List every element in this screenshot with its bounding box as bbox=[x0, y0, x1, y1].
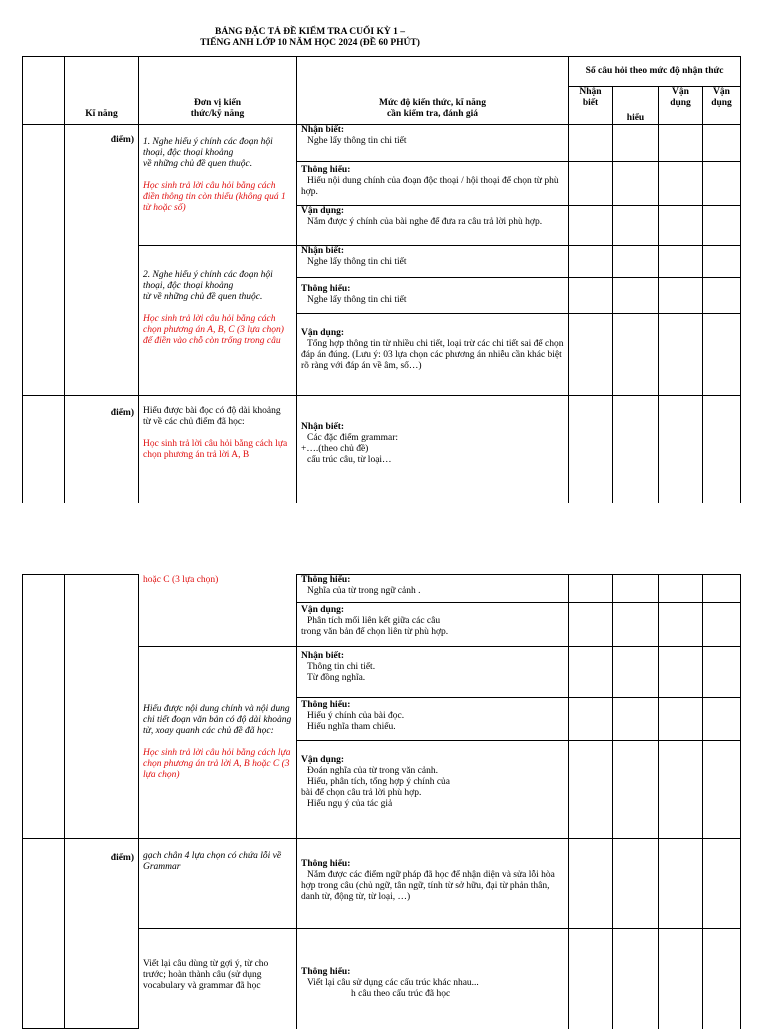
level-text: Nghe lấy thông tin chi tiết bbox=[307, 136, 407, 146]
count-cell bbox=[569, 603, 613, 647]
count-cell bbox=[569, 314, 613, 396]
spec-table-page-2 bbox=[22, 574, 741, 839]
count-cell bbox=[613, 839, 659, 929]
header-van-dung-cao bbox=[703, 87, 741, 125]
header-don-vi-line2: thức/kỹ năng bbox=[190, 109, 245, 119]
level-text-1: Phân tích mối liên kết giữa các câu bbox=[307, 616, 441, 626]
document-title-line-2: TIẾNG ANH LỚP 10 NĂM HỌC 2024 (ĐỀ 60 PHÚT) bbox=[200, 38, 420, 48]
header-van-dung-line1: Vận bbox=[672, 87, 689, 97]
header-nhan-biet-line1: Nhận bbox=[579, 87, 602, 97]
table-row bbox=[23, 575, 741, 603]
level-text-3: bài để chọn câu trả lời phù hợp. bbox=[301, 788, 422, 798]
count-cell bbox=[659, 314, 703, 396]
listening-unit-1-instruction: Học sinh trả lời câu hỏi bằng cách điền thông tin còn thiếu (không quá 1 từ hoặc số) bbox=[143, 181, 286, 213]
table-row bbox=[23, 839, 741, 929]
header-van-dung-line2: dụng bbox=[670, 98, 691, 108]
listening-u2-van-dung bbox=[297, 314, 569, 396]
listening-unit-1 bbox=[139, 125, 297, 246]
level-text: Nắm được ý chính của bài nghe để đưa ra câu trả lời phù hợp. bbox=[307, 217, 543, 227]
count-cell bbox=[569, 206, 613, 246]
header-nhan-biet bbox=[569, 87, 613, 125]
listening-unit-2-text-2: từ về những chủ đề quen thuộc. bbox=[143, 292, 263, 302]
count-cell bbox=[569, 741, 613, 839]
count-cell bbox=[569, 396, 613, 503]
index-cell bbox=[23, 396, 65, 503]
count-cell bbox=[613, 396, 659, 503]
writing-unit-1: gạch chân 4 lựa chọn có chứa lỗi về Grammar bbox=[139, 839, 297, 929]
count-cell bbox=[659, 929, 703, 1029]
count-cell bbox=[703, 839, 741, 929]
count-cell bbox=[659, 839, 703, 929]
count-cell bbox=[703, 278, 741, 314]
reading-u1-van-dung bbox=[297, 603, 569, 647]
writing-unit-2: Viết lại câu dùng từ gợi ý, từ cho trước; hoàn thành câu (sử dụng vocabulary và grammar đã học bbox=[139, 929, 297, 1029]
level-text-2: Từ đồng nghĩa. bbox=[307, 673, 366, 683]
level-text-2: +….(theo chủ đề) bbox=[301, 444, 369, 454]
count-cell bbox=[703, 698, 741, 741]
level-label: Nhận biết: bbox=[301, 422, 345, 432]
header-blank-cell bbox=[23, 57, 65, 125]
level-text-2: h câu theo cấu trúc đã học bbox=[351, 989, 451, 999]
count-cell bbox=[613, 929, 659, 1029]
count-cell bbox=[613, 314, 659, 396]
count-cell bbox=[703, 246, 741, 278]
level-text-1: Đoán nghĩa của từ trong văn cảnh. bbox=[307, 766, 438, 776]
reading-unit-2-text: Hiểu được nội dung chính và nội dung chi tiết đoạn văn bản có độ dài khoảng từ, xoay quanh các chủ đề đã học: bbox=[143, 704, 292, 736]
count-cell bbox=[569, 125, 613, 162]
level-text: Tổng hợp thông tin từ nhiều chi tiết, loại trừ các chi tiết sai để chọn đáp án đúng. (Lưu ý: 03 lựa chọn các phương án nhiễu cần khác biệt rõ ràng với đáp án về âm, số…) bbox=[301, 339, 564, 371]
header-thong-hieu: hiểu bbox=[613, 87, 659, 125]
skill-listening: điểm) bbox=[65, 125, 139, 396]
level-label: Thông hiểu: bbox=[301, 575, 351, 585]
level-text-2: Hiểu nghĩa tham chiếu. bbox=[307, 722, 396, 732]
header-so-cau: Số câu hỏi theo mức độ nhận thức bbox=[569, 57, 741, 87]
count-cell bbox=[613, 162, 659, 206]
writing-u1-thong-hieu bbox=[297, 839, 569, 929]
reading-unit-1 bbox=[139, 396, 297, 503]
level-text-3: cấu trúc câu, từ loại… bbox=[307, 455, 392, 465]
reading-unit-1-instruction: Học sinh trả lời câu hỏi bằng cách lựa chọn phương án trả lời A, B bbox=[143, 439, 288, 460]
index-cell bbox=[23, 575, 65, 839]
level-text: Nghe lấy thông tin chi tiết bbox=[307, 257, 407, 267]
reading-unit-1-text-2: từ về các chủ điểm đã học: bbox=[143, 417, 245, 427]
count-cell bbox=[659, 396, 703, 503]
count-cell bbox=[613, 698, 659, 741]
reading-u2-van-dung bbox=[297, 741, 569, 839]
listening-unit-2-instruction: Học sinh trả lời câu hỏi bằng cách chọn phương án A, B, C (3 lựa chọn) để điền vào chỗ còn trống trong câu bbox=[143, 314, 284, 346]
count-cell bbox=[569, 698, 613, 741]
reading-unit-2 bbox=[139, 647, 297, 839]
count-cell bbox=[659, 125, 703, 162]
count-cell bbox=[613, 278, 659, 314]
count-cell bbox=[703, 162, 741, 206]
header-row-1 bbox=[23, 57, 741, 87]
header-don-vi bbox=[139, 57, 297, 125]
reading-unit-2-instruction: Học sinh trả lời câu hỏi bằng cách lựa chọn phương án trả lời A, B hoặc C (3 lựa chọn) bbox=[143, 748, 291, 780]
level-text-2: Hiểu, phân tích, tổng hợp ý chính của bbox=[307, 777, 451, 787]
count-cell bbox=[659, 246, 703, 278]
count-cell bbox=[703, 125, 741, 162]
header-muc-do-line1: Mức độ kiến thức, kĩ năng bbox=[379, 98, 486, 108]
count-cell bbox=[569, 929, 613, 1029]
header-ki-nang: Kĩ năng bbox=[65, 57, 139, 125]
level-text: Nắm được các điểm ngữ pháp đã học để nhận diện và sửa lỗi hòa hợp trong câu (chủ ngữ, tân ngữ, tính từ sở hữu, đại từ phản thân, danh từ, động từ, từ loại, …) bbox=[301, 870, 555, 902]
count-cell bbox=[613, 125, 659, 162]
count-cell bbox=[703, 603, 741, 647]
count-cell bbox=[613, 575, 659, 603]
count-cell bbox=[659, 206, 703, 246]
count-cell bbox=[613, 603, 659, 647]
level-label: Vận dụng: bbox=[301, 755, 345, 765]
header-muc-do bbox=[297, 57, 569, 125]
header-van-dung bbox=[659, 87, 703, 125]
count-cell bbox=[703, 396, 741, 503]
level-text: Hiểu nội dung chính của đoạn độc thoại / hội thoại để chọn từ phù hợp. bbox=[301, 176, 559, 197]
index-cell bbox=[23, 839, 65, 1029]
listening-u2-nhan-biet bbox=[297, 246, 569, 278]
count-cell bbox=[659, 741, 703, 839]
reading-unit-1-cont: hoặc C (3 lựa chọn) bbox=[139, 575, 297, 647]
count-cell bbox=[613, 246, 659, 278]
count-cell bbox=[659, 162, 703, 206]
count-cell bbox=[703, 929, 741, 1029]
count-cell bbox=[703, 741, 741, 839]
listening-unit-1-text: 1. Nghe hiểu ý chính các đoạn hội thoại, độc thoại khoảng bbox=[143, 137, 273, 158]
writing-u2-thong-hieu bbox=[297, 929, 569, 1029]
count-cell bbox=[703, 206, 741, 246]
count-cell bbox=[569, 278, 613, 314]
listening-u2-thong-hieu bbox=[297, 278, 569, 314]
spec-table-page-1 bbox=[22, 56, 741, 503]
level-text-1: Thông tin chi tiết. bbox=[307, 662, 376, 672]
level-label: Nhận biết: bbox=[301, 125, 345, 135]
level-text-1: Viết lại câu sử dụng các cấu trúc khác nhau... bbox=[307, 978, 479, 988]
reading-u1-nhan-biet bbox=[297, 396, 569, 503]
skill-reading: điểm) bbox=[65, 396, 139, 503]
header-vd-cao-line1: Vận bbox=[713, 87, 730, 97]
count-cell bbox=[569, 162, 613, 206]
level-label: Thông hiểu: bbox=[301, 859, 351, 869]
header-don-vi-line1: Đơn vị kiến bbox=[194, 98, 241, 108]
count-cell bbox=[659, 647, 703, 698]
listening-unit-1-text-2: về những chủ đề quen thuộc. bbox=[143, 159, 253, 169]
reading-u1-thong-hieu bbox=[297, 575, 569, 603]
index-cell bbox=[23, 125, 65, 396]
listening-u1-van-dung bbox=[297, 206, 569, 246]
skill-writing: điểm) bbox=[65, 839, 139, 1029]
table-row bbox=[23, 125, 741, 162]
count-cell bbox=[569, 647, 613, 698]
level-label: Vận dụng: bbox=[301, 328, 345, 338]
level-label: Thông hiểu: bbox=[301, 165, 351, 175]
document-title-line-1: BẢNG ĐẶC TẢ ĐỀ KIỂM TRA CUỐI KỲ 1 – bbox=[215, 27, 405, 37]
level-text-4: Hiểu ngụ ý của tác giả bbox=[307, 799, 393, 809]
level-text-2: trong văn bản để chọn liên từ phù hợp. bbox=[301, 627, 449, 637]
level-text-1: Các đặc điểm grammar: bbox=[307, 433, 399, 443]
table-row bbox=[23, 396, 741, 503]
header-nhan-biet-line2: biết bbox=[582, 98, 599, 108]
count-cell bbox=[613, 206, 659, 246]
count-cell bbox=[703, 575, 741, 603]
count-cell bbox=[703, 647, 741, 698]
level-label: Vận dụng: bbox=[301, 206, 345, 216]
reading-u2-thong-hieu bbox=[297, 698, 569, 741]
count-cell bbox=[569, 246, 613, 278]
level-label: Thông hiểu: bbox=[301, 700, 351, 710]
reading-u2-nhan-biet bbox=[297, 647, 569, 698]
count-cell bbox=[613, 647, 659, 698]
level-label: Nhận biết: bbox=[301, 246, 345, 256]
count-cell bbox=[659, 575, 703, 603]
count-cell bbox=[569, 839, 613, 929]
level-label: Nhận biết: bbox=[301, 651, 345, 661]
skill-cell bbox=[65, 575, 139, 839]
count-cell bbox=[703, 314, 741, 396]
spec-table-writing bbox=[22, 838, 741, 1029]
count-cell bbox=[659, 278, 703, 314]
listening-u1-thong-hieu bbox=[297, 162, 569, 206]
level-label: Thông hiểu: bbox=[301, 967, 351, 977]
level-text: Nghe lấy thông tin chi tiết bbox=[307, 295, 407, 305]
count-cell bbox=[569, 575, 613, 603]
count-cell bbox=[659, 603, 703, 647]
level-label: Thông hiểu: bbox=[301, 284, 351, 294]
reading-unit-1-text: Hiểu được bài đọc có độ dài khoảng bbox=[143, 406, 281, 416]
count-cell bbox=[659, 698, 703, 741]
listening-unit-2-text: 2. Nghe hiểu ý chính các đoạn hội thoại, độc thoại khoảng bbox=[143, 270, 273, 291]
listening-u1-nhan-biet bbox=[297, 125, 569, 162]
listening-unit-2 bbox=[139, 246, 297, 396]
level-text-1: Hiểu ý chính của bài đọc. bbox=[307, 711, 405, 721]
level-text: Nghĩa của từ trong ngữ cảnh . bbox=[307, 586, 421, 596]
header-muc-do-line2: cần kiểm tra, đánh giá bbox=[386, 109, 479, 119]
count-cell bbox=[613, 741, 659, 839]
header-vd-cao-line2: dụng bbox=[711, 98, 732, 108]
level-label: Vận dụng: bbox=[301, 605, 345, 615]
